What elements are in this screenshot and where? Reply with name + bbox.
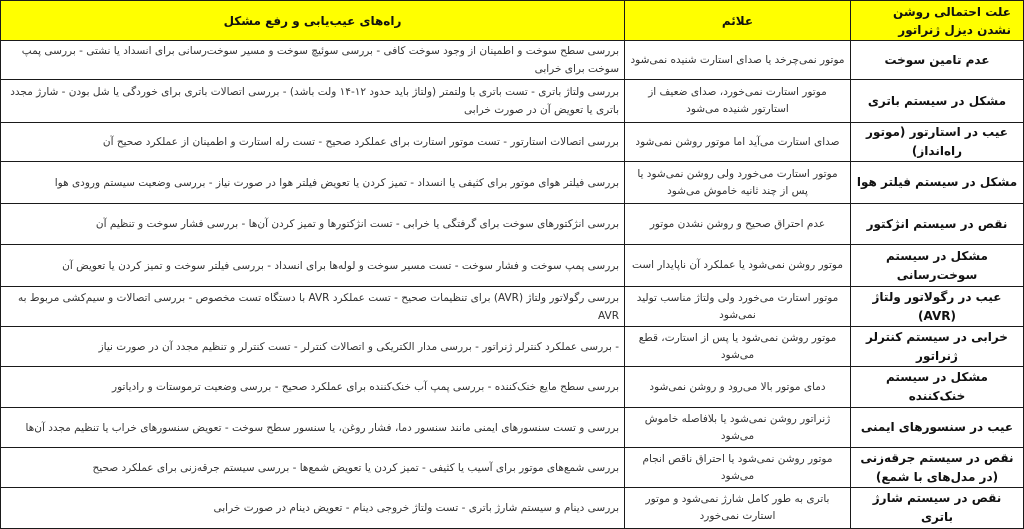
solution-cell: بررسی شمع‌های موتور برای آسیب یا کثیفی - تمیز کردن یا تعویض شمع‌ها - بررسی سیستم جرقه‌زنی برای عملکرد صحیح (1, 448, 625, 488)
table-row (1, 80, 1024, 123)
table-row (1, 204, 1024, 245)
cause-cell: مشکل در سیستم سوخت‌رسانی (851, 245, 1024, 287)
solution-cell: بررسی دینام و سیستم شارژ باتری - تست ولتاژ خروجی دینام - تعویض دینام در صورت خرابی (1, 488, 625, 529)
table-row (1, 367, 1024, 408)
symptom-cell: موتور استارت می‌خورد ولی روشن نمی‌شود یا پس از چند ثانیه خاموش می‌شود (625, 162, 851, 204)
table-row (1, 123, 1024, 162)
table-row (1, 327, 1024, 367)
symptom-cell: موتور روشن نمی‌شود یا احتراق ناقص انجام می‌شود (625, 448, 851, 488)
solution-cell: بررسی انژکتورهای سوخت برای گرفتگی یا خرابی - تست انژکتورها و تمیز کردن آن‌ها - بررسی فشار سوخت و تنظیم آن (1, 204, 625, 245)
solution-cell: بررسی پمپ سوخت و فشار سوخت - تست مسیر سوخت و لوله‌ها برای انسداد - بررسی فیلتر سوخت و تمیز کردن یا تعویض آن (1, 245, 625, 287)
cause-cell: عدم تامین سوخت (851, 41, 1024, 80)
symptom-cell: صدای استارت می‌آید اما موتور روشن نمی‌شود (625, 123, 851, 162)
table-row (1, 408, 1024, 448)
solution-cell: بررسی سطح مایع خنک‌کننده - بررسی پمپ آب خنک‌کننده برای عملکرد صحیح - بررسی وضعیت ترموستات و رادیاتور (1, 367, 625, 408)
table-row (1, 287, 1024, 327)
cause-cell: مشکل در سیستم باتری (851, 80, 1024, 123)
cause-cell: عیب در سنسورهای ایمنی (851, 408, 1024, 448)
header-row (1, 1, 1024, 41)
symptom-cell: باتری به طور کامل شارژ نمی‌شود و موتور استارت نمی‌خورد (625, 488, 851, 529)
table-row (1, 448, 1024, 488)
cause-cell: نقص در سیستم جرقه‌زنی (در مدل‌های با شمع) (851, 448, 1024, 488)
solution-cell: بررسی فیلتر هوای موتور برای کثیفی یا انسداد - تمیز کردن یا تعویض فیلتر هوا در صورت نیاز - بررسی وضعیت سیستم ورودی هوا (1, 162, 625, 204)
cause-cell: مشکل در سیستم فیلتر هوا (851, 162, 1024, 204)
table-row (1, 245, 1024, 287)
symptom-cell: موتور نمی‌چرخد یا صدای استارت شنیده نمی‌شود (625, 41, 851, 80)
symptom-cell: موتور روشن نمی‌شود یا عملکرد آن ناپایدار است (625, 245, 851, 287)
table-row (1, 488, 1024, 529)
cause-cell: خرابی در سیستم کنترلر ژنراتور (851, 327, 1024, 367)
table-row (1, 41, 1024, 80)
cause-cell: عیب در استارتور (موتور راه‌انداز) (851, 123, 1024, 162)
cause-cell: عیب در رگولاتور ولتاژ (AVR) (851, 287, 1024, 327)
solution-cell: - بررسی عملکرد کنترلر ژنراتور - بررسی مدار الکتریکی و اتصالات کنترلر - تست کنترلر و تنظیم مجدد آن در صورت نیاز (1, 327, 625, 367)
solution-cell: بررسی و تست سنسورهای ایمنی مانند سنسور دما، فشار روغن، یا سنسور سطح سوخت - تعویض سنسورهای خراب یا تنظیم مجدد آن‌ها (1, 408, 625, 448)
solution-cell: بررسی اتصالات استارتور - تست موتور استارت برای عملکرد صحیح - تست رله استارت و اطمینان از عملکرد صحیح آن (1, 123, 625, 162)
solution-cell: بررسی رگولاتور ولتاژ (AVR) برای تنظیمات صحیح - تست عملکرد AVR با دستگاه تست مخصوص - بررسی اتصالات و سیم‌کشی مربوط به AVR (1, 287, 625, 327)
symptom-cell: عدم احتراق صحیح و روشن نشدن موتور (625, 204, 851, 245)
cause-cell: نقص در سیستم شارژ باتری (851, 488, 1024, 529)
symptom-cell: موتور استارت نمی‌خورد، صدای ضعیف از استارتور شنیده می‌شود (625, 80, 851, 123)
header-symptoms: علائم (625, 1, 851, 41)
symptom-cell: دمای موتور بالا می‌رود و روشن نمی‌شود (625, 367, 851, 408)
symptom-cell: موتور روشن نمی‌شود یا پس از استارت، قطع می‌شود (625, 327, 851, 367)
table-row (1, 162, 1024, 204)
solution-cell: بررسی سطح سوخت و اطمینان از وجود سوخت کافی - بررسی سوئیچ سوخت و مسیر سوخت‌رسانی برای انسداد یا نشتی - بررسی پمپ سوخت برای خرابی (1, 41, 625, 80)
cause-cell: نقص در سیستم انژکتور (851, 204, 1024, 245)
cause-cell: مشکل در سیستم خنک‌کننده (851, 367, 1024, 408)
solution-cell: بررسی ولتاژ باتری - تست باتری با ولتمتر (ولتاژ باید حدود ۱۲-۱۴ ولت باشد) - بررسی اتصالات باتری برای خوردگی یا شل بودن - شارژ مجدد باتری یا تعویض آن در صورت خرابی (1, 80, 625, 123)
symptom-cell: ژنراتور روشن نمی‌شود یا بلافاصله خاموش می‌شود (625, 408, 851, 448)
header-solutions: راه‌های عیب‌یابی و رفع مشکل (1, 1, 625, 41)
symptom-cell: موتور استارت می‌خورد ولی ولتاژ مناسب تولید نمی‌شود (625, 287, 851, 327)
header-cause: علت احتمالی روشن نشدن دیزل ژنراتور (851, 1, 1024, 41)
